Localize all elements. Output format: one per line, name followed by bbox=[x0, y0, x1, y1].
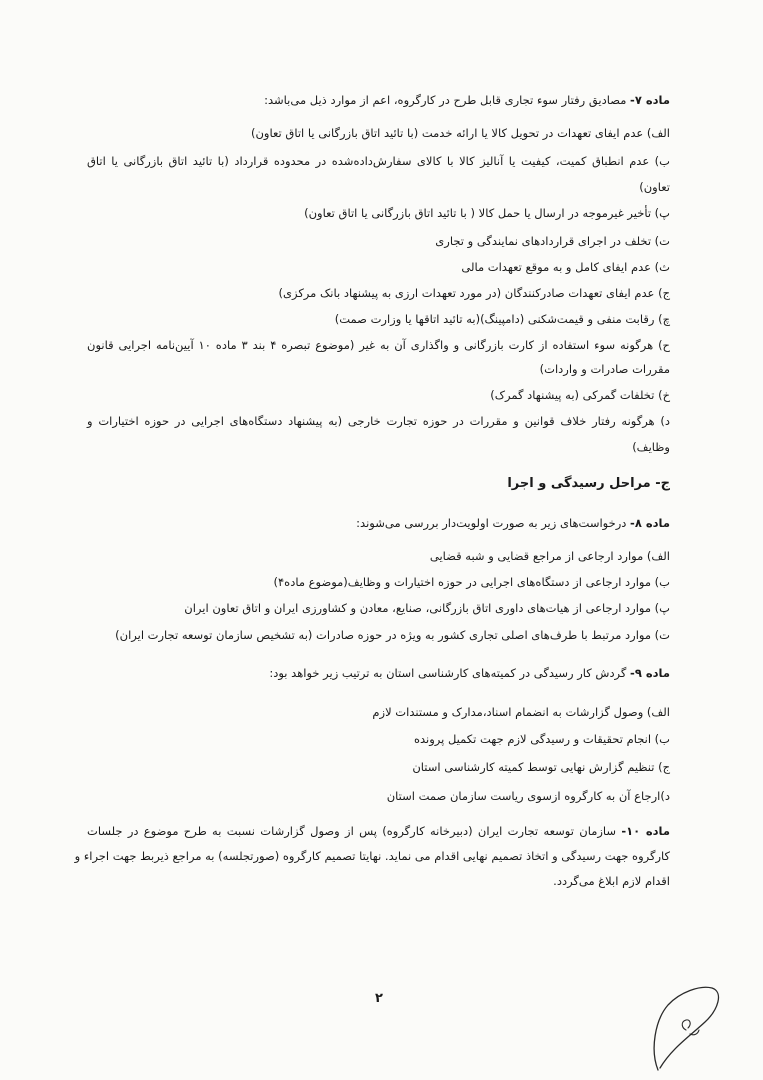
article-9-item-be: ب) انجام تحقیقات و رسیدگی لازم جهت تکمیل پرونده bbox=[413, 732, 670, 746]
article-7-label: ماده ۷- bbox=[630, 93, 670, 107]
article-7-item-be-cont: تعاون) bbox=[639, 180, 670, 194]
article-8-item-alef: الف) موارد ارجاعی از مراجع قضایی و شبه قضایی bbox=[429, 549, 670, 563]
article-8-item-pe: پ) موارد ارجاعی از هیات‌های داوری اتاق بازرگانی، صنایع، معادن و کشاورزی ایران و اتاق تعاون ایران bbox=[184, 601, 670, 615]
article-8-label: ماده ۸- bbox=[630, 516, 670, 530]
article-9-label: ماده ۹- bbox=[630, 666, 670, 680]
article-10-label: ماده ۱۰- bbox=[621, 824, 670, 838]
page-number: ۲ bbox=[375, 991, 383, 1006]
article-10-line-1-text: سازمان توسعه تجارت ایران (دبیرخانه کارگروه) پس از وصول گزارشات نسبت به طرح موضوع در جلسات bbox=[87, 824, 622, 838]
article-7-item-dal-cont: وظایف) bbox=[632, 440, 670, 454]
section-c-title: ج- مراحل رسیدگی و اجرا bbox=[507, 476, 670, 491]
article-7-item-be: ب) عدم انطباق کمیت، کیفیت یا آنالیز کالا با کالای سفارش‌داده‌شده در محدوده قرارداد (با تائید اتاق بازرگانی یا اتاق bbox=[87, 154, 670, 168]
article-7-item-te: ت) تخلف در اجرای قراردادهای نمایندگی و تجاری bbox=[435, 234, 670, 248]
article-9-item-alef: الف) وصول گزارشات به انضمام اسناد،مدارک و مستندات لازم bbox=[372, 705, 670, 719]
article-7-item-khe: خ) تخلفات گمرکی (به پیشنهاد گمرک) bbox=[490, 388, 670, 402]
article-8-item-be: ب) موارد ارجاعی از دستگاه‌های اجرایی در حوزه اختیارات و وظایف(موضوع ماده۴) bbox=[273, 575, 670, 589]
article-9-heading-text: گردش کار رسیدگی در کمیته‌های کارشناسی استان به ترتیب زیر خواهد بود: bbox=[269, 666, 631, 680]
article-7-item-pe: پ) تأخیر غیرموجه در ارسال یا حمل کالا ( با تائید اتاق بازرگانی یا اتاق تعاون) bbox=[304, 206, 670, 220]
article-9-item-jim: ج) تنظیم گزارش نهایی توسط کمیته کارشناسی استان bbox=[412, 760, 670, 774]
article-7-item-se: ث) عدم ایفای کامل و به موقع تعهدات مالی bbox=[461, 260, 670, 274]
article-10-line-2: کارگروه جهت رسیدگی و اتخاذ تصمیم نهایی اقدام می نماید. نهایتا تصمیم کارگروه (صورتجلسه) به مراجع ذیربط جهت اجراء و bbox=[74, 849, 670, 863]
article-7-item-he-cont: مقررات صادرات و واردات) bbox=[539, 362, 670, 376]
article-7-item-alef: الف) عدم ایفای تعهدات در تحویل کالا یا ارائه خدمت (با تائید اتاق بازرگانی یا اتاق تعاون) bbox=[251, 126, 670, 140]
article-9-item-dal: د)ارجاع آن به کارگروه ازسوی ریاست سازمان صمت استان bbox=[386, 789, 670, 803]
article-7-item-dal: د) هرگونه رفتار خلاف قوانین و مقررات در حوزه تجارت خارجی (به پیشنهاد دستگاه‌های اجرایی در حوزه اختیارات و bbox=[87, 414, 670, 428]
article-8-heading-text: درخواست‌های زیر به صورت اولویت‌دار بررسی می‌شوند: bbox=[356, 516, 631, 530]
article-7-heading-text: مصادیق رفتار سوء تجاری قابل طرح در کارگروه، اعم از موارد ذیل می‌باشد: bbox=[264, 93, 631, 107]
article-10-line-3: اقدام لازم ابلاغ می‌گردد. bbox=[553, 874, 670, 888]
article-7-item-he: ح) هرگونه سوء استفاده از کارت بازرگانی و واگذاری آن به غیر (موضوع تبصره ۴ بند ۳ ماده ۱۰ آیین‌نامه اجرایی قانون bbox=[87, 338, 670, 352]
article-8-item-te: ت) موارد مرتبط با طرف‌های اصلی تجاری کشور به ویژه در حوزه صادرات (به تشخیص سازمان توسعه تجارت ایران) bbox=[115, 628, 670, 642]
article-7-item-jim: ج) عدم ایفای تعهدات صادرکنندگان (در مورد تعهدات ارزی به پیشنهاد بانک مرکزی) bbox=[278, 286, 670, 300]
article-7-item-che: چ) رقابت منفی و قیمت‌شکنی (دامپینگ)(به تائید اتاقها یا وزارت صمت) bbox=[334, 312, 670, 326]
